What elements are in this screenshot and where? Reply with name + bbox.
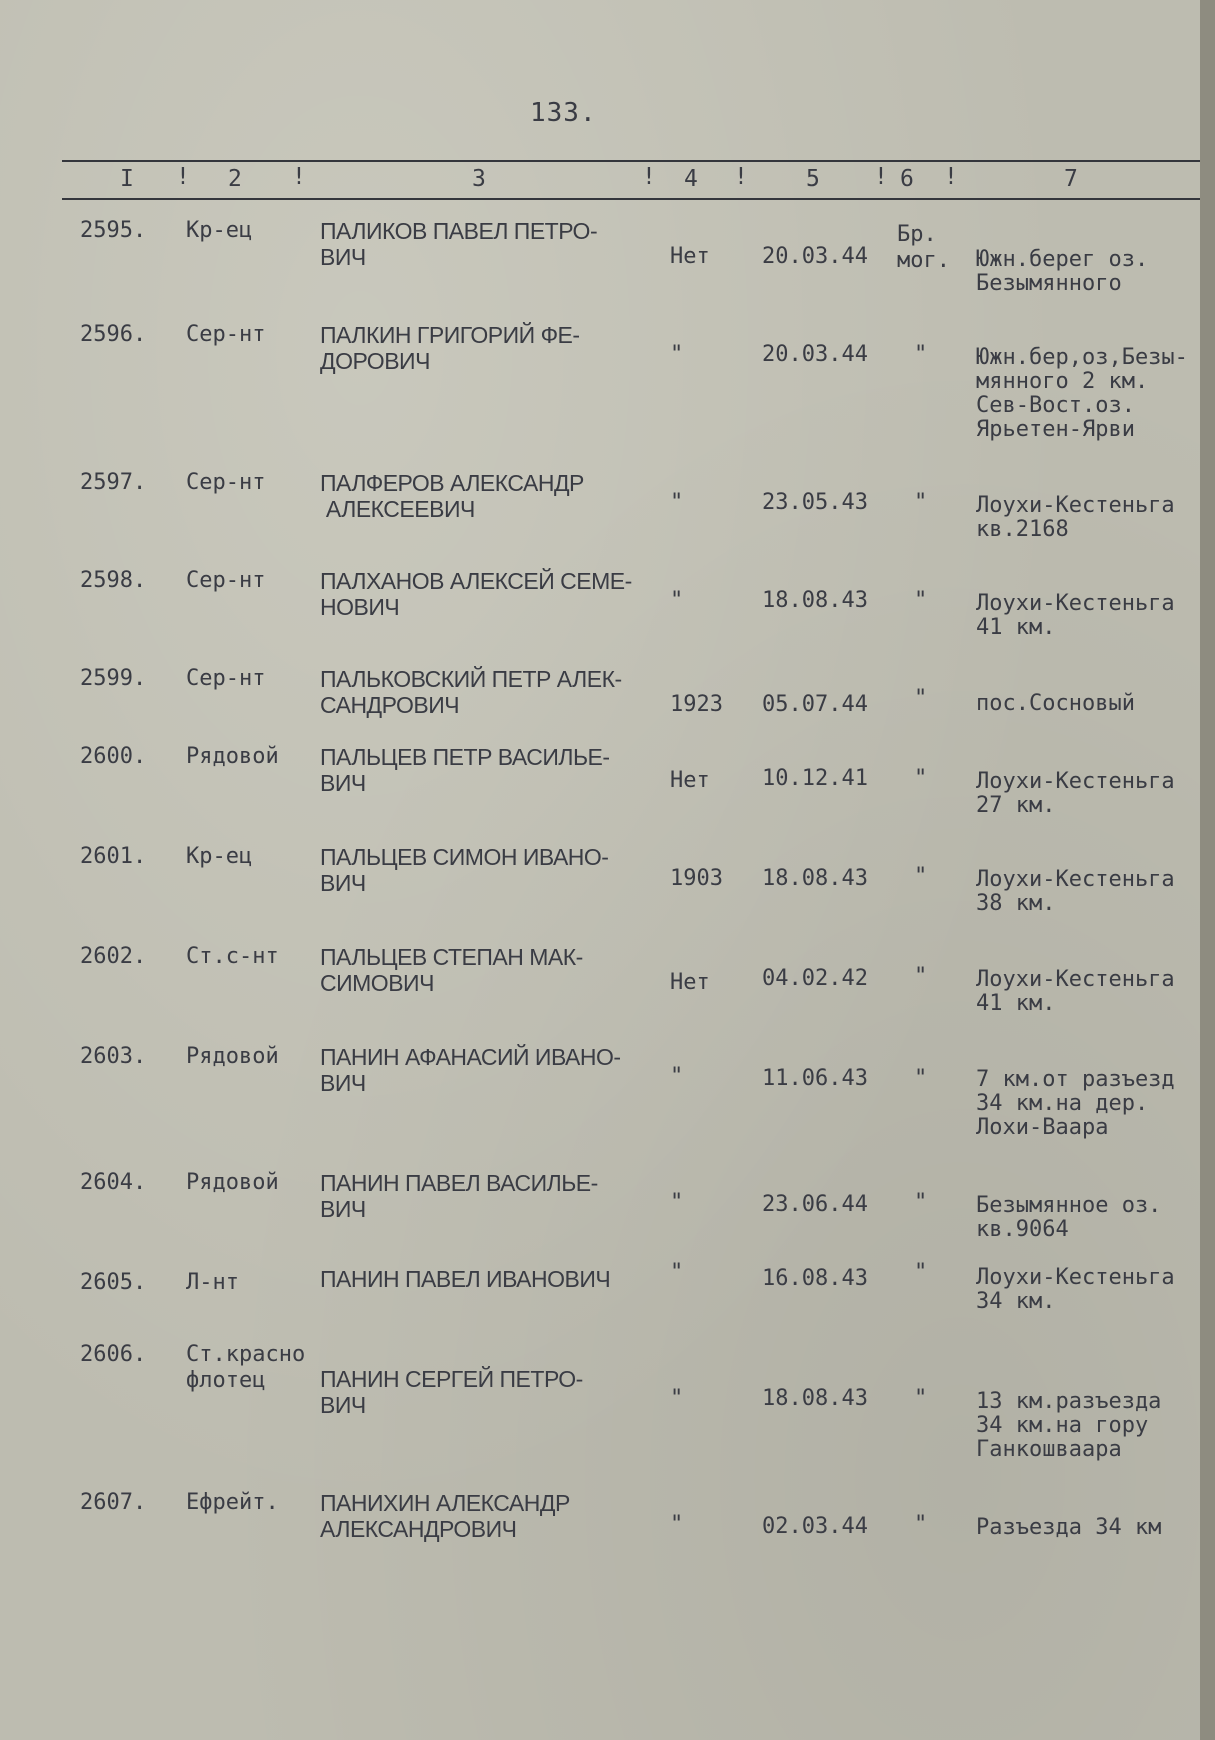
full-name: ПАНИХИН АЛЕКСАНДР АЛЕКСАНДРОВИЧ bbox=[320, 1490, 570, 1542]
full-name: ПАНИН АФАНАСИЙ ИВАНО- ВИЧ bbox=[320, 1044, 621, 1096]
record-number: 2602. bbox=[80, 944, 147, 969]
record-number: 2600. bbox=[80, 744, 147, 769]
record-number: 2596. bbox=[80, 322, 147, 347]
birth-year: " bbox=[670, 1512, 684, 1537]
military-rank: Ст.с-нт bbox=[186, 944, 279, 969]
birth-year: " bbox=[670, 1064, 684, 1089]
record-number: 2604. bbox=[80, 1170, 147, 1195]
burial-place: Лоухи-Кестеньга 38 км. bbox=[976, 867, 1175, 916]
page-number: 133. bbox=[530, 98, 597, 128]
full-name: ПАНИН СЕРГЕЙ ПЕТРО- ВИЧ bbox=[320, 1366, 583, 1418]
full-name: ПАНИН ПАВЕЛ ВАСИЛЬЕ- ВИЧ bbox=[320, 1170, 598, 1222]
death-date: 18.08.43 bbox=[762, 588, 868, 613]
record-number: 2597. bbox=[80, 470, 147, 495]
burial-type: " bbox=[914, 342, 928, 367]
birth-year: " bbox=[670, 1260, 684, 1285]
burial-place: Южн.бер,оз,Безы- мянного 2 км. Сев-Вост.оз. Ярьетен-Ярви bbox=[976, 345, 1188, 442]
military-rank: Кр-ец bbox=[186, 218, 253, 243]
burial-place: Лоухи-Кестеньга 34 км. bbox=[976, 1265, 1175, 1314]
burial-type: " bbox=[914, 1512, 928, 1537]
column-header-7: 7 bbox=[1064, 166, 1078, 192]
military-rank: Рядовой bbox=[186, 1170, 279, 1195]
burial-type: " bbox=[914, 1386, 928, 1411]
military-rank: Рядовой bbox=[186, 1044, 279, 1069]
burial-place: Лоухи-Кестеньга 27 км. bbox=[976, 769, 1175, 818]
death-date: 23.05.43 bbox=[762, 490, 868, 515]
birth-year: " bbox=[670, 1190, 684, 1215]
death-date: 20.03.44 bbox=[762, 342, 868, 367]
full-name: ПАЛФЕРОВ АЛЕКСАНДР АЛЕКСЕЕВИЧ bbox=[320, 470, 584, 522]
column-separator: ! bbox=[874, 164, 888, 190]
burial-place: Лоухи-Кестеньга 41 км. bbox=[976, 591, 1175, 640]
burial-type: " bbox=[914, 766, 928, 791]
burial-place: Южн.берег оз. Безымянного bbox=[976, 247, 1149, 296]
full-name: ПАНИН ПАВЕЛ ИВАНОВИЧ bbox=[320, 1266, 611, 1292]
column-header-1: I bbox=[120, 166, 134, 192]
birth-year: 1923 bbox=[670, 692, 723, 717]
burial-type: " bbox=[914, 1260, 928, 1285]
record-number: 2603. bbox=[80, 1044, 147, 1069]
header-rule-top bbox=[62, 160, 1202, 162]
death-date: 05.07.44 bbox=[762, 692, 868, 717]
full-name: ПАЛЬЦЕВ СИМОН ИВАНО- ВИЧ bbox=[320, 844, 609, 896]
birth-year: " bbox=[670, 490, 684, 515]
birth-year: 1903 bbox=[670, 866, 723, 891]
death-date: 02.03.44 bbox=[762, 1514, 868, 1539]
military-rank: Ефрейт. bbox=[186, 1490, 279, 1515]
record-number: 2605. bbox=[80, 1270, 147, 1295]
burial-place: 13 км.разъезда 34 км.на гору Ганкошваара bbox=[976, 1389, 1162, 1462]
burial-place: Безымянное оз. кв.9064 bbox=[976, 1193, 1162, 1242]
burial-type: " bbox=[914, 588, 928, 613]
death-date: 11.06.43 bbox=[762, 1066, 868, 1091]
birth-year: Нет bbox=[670, 244, 710, 269]
record-number: 2595. bbox=[80, 218, 147, 243]
column-header-2: 2 bbox=[228, 166, 242, 192]
full-name: ПАЛЬЦЕВ ПЕТР ВАСИЛЬЕ- ВИЧ bbox=[320, 744, 610, 796]
burial-place: 7 км.от разъезд 34 км.на дер. Лохи-Ваара bbox=[976, 1067, 1175, 1140]
military-rank: Ст.красно флотец bbox=[186, 1342, 306, 1393]
full-name: ПАЛЬЦЕВ СТЕПАН МАК- СИМОВИЧ bbox=[320, 944, 583, 996]
burial-place: Лоухи-Кестеньга кв.2168 bbox=[976, 493, 1175, 542]
column-header-5: 5 bbox=[806, 166, 820, 192]
military-rank: Л-нт bbox=[186, 1270, 239, 1295]
burial-type: " bbox=[914, 1190, 928, 1215]
record-number: 2599. bbox=[80, 666, 147, 691]
column-header-4: 4 bbox=[684, 166, 698, 192]
column-header-3: 3 bbox=[472, 166, 486, 192]
military-rank: Сер-нт bbox=[186, 470, 266, 495]
military-rank: Сер-нт bbox=[186, 666, 266, 691]
record-number: 2607. bbox=[80, 1490, 147, 1515]
column-separator: ! bbox=[734, 164, 748, 190]
military-rank: Сер-нт bbox=[186, 568, 266, 593]
military-rank: Рядовой bbox=[186, 744, 279, 769]
birth-year: Нет bbox=[670, 768, 710, 793]
burial-place: пос.Сосновый bbox=[976, 691, 1135, 716]
death-date: 20.03.44 bbox=[762, 244, 868, 269]
record-number: 2601. bbox=[80, 844, 147, 869]
burial-place: Лоухи-Кестеньга 41 км. bbox=[976, 967, 1175, 1016]
death-date: 16.08.43 bbox=[762, 1266, 868, 1291]
death-date: 23.06.44 bbox=[762, 1192, 868, 1217]
record-number: 2598. bbox=[80, 568, 147, 593]
burial-type: " bbox=[914, 490, 928, 515]
burial-type: " bbox=[914, 1066, 928, 1091]
full-name: ПАЛИКОВ ПАВЕЛ ПЕТРО- ВИЧ bbox=[320, 218, 598, 270]
column-separator: ! bbox=[292, 164, 306, 190]
military-rank: Кр-ец bbox=[186, 844, 253, 869]
burial-place: Разъезда 34 км bbox=[976, 1515, 1162, 1540]
full-name: ПАЛЬКОВСКИЙ ПЕТР АЛЕК- САНДРОВИЧ bbox=[320, 666, 622, 718]
record-number: 2606. bbox=[80, 1342, 147, 1367]
column-separator: ! bbox=[176, 164, 190, 190]
full-name: ПАЛХАНОВ АЛЕКСЕЙ СЕМЕ- НОВИЧ bbox=[320, 568, 632, 620]
header-rule-bottom bbox=[62, 198, 1202, 200]
burial-type: Бр. мог. bbox=[897, 222, 950, 273]
birth-year: " bbox=[670, 588, 684, 613]
column-separator: ! bbox=[944, 164, 958, 190]
scan-edge bbox=[1200, 0, 1215, 1740]
death-date: 18.08.43 bbox=[762, 1386, 868, 1411]
full-name: ПАЛКИН ГРИГОРИЙ ФЕ- ДОРОВИЧ bbox=[320, 322, 580, 374]
column-separator: ! bbox=[642, 164, 656, 190]
death-date: 04.02.42 bbox=[762, 966, 868, 991]
burial-type: " bbox=[914, 864, 928, 889]
birth-year: " bbox=[670, 1386, 684, 1411]
burial-type: " bbox=[914, 964, 928, 989]
military-rank: Сер-нт bbox=[186, 322, 266, 347]
death-date: 10.12.41 bbox=[762, 766, 868, 791]
burial-type: " bbox=[914, 686, 928, 711]
column-header-6: 6 bbox=[900, 166, 914, 192]
birth-year: Нет bbox=[670, 970, 710, 995]
death-date: 18.08.43 bbox=[762, 866, 868, 891]
birth-year: " bbox=[670, 342, 684, 367]
